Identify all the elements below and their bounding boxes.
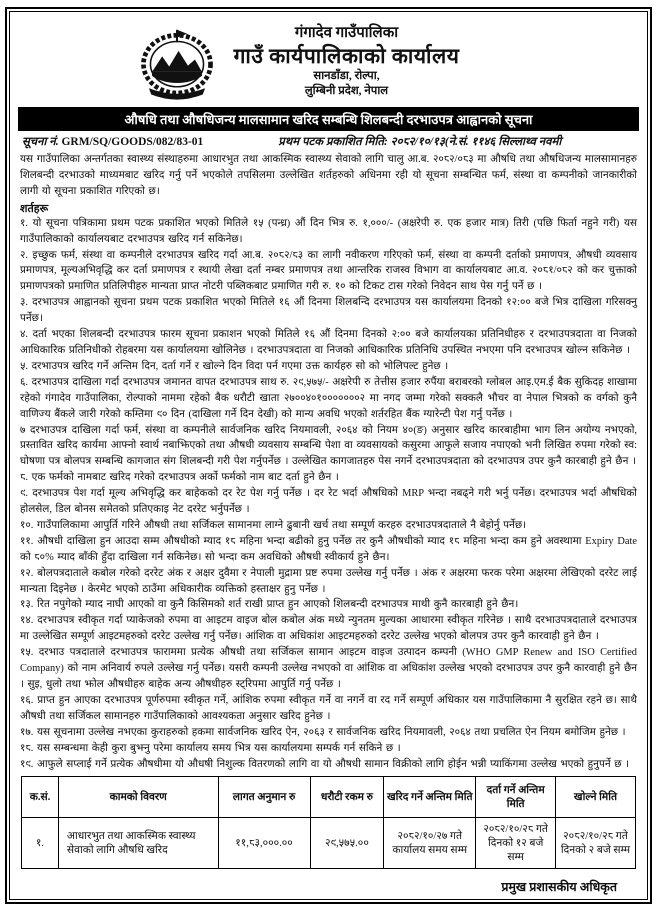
document-header: [18, 22, 639, 100]
municipal-crest-icon: [138, 22, 216, 100]
table-cell: २०८२/१०/२८ गते दिनको १२ बजे सम्म: [476, 818, 556, 869]
address-line-1: सानडाँडा, रोल्पा,: [313, 70, 380, 83]
condition-item: १४. दरभाउपत्र स्वीकृत गर्दा प्याकेजको रुपमा वा आइटम वाइज बोल कबोल अंक मध्ये न्युनतम मुल्यका आधारमा स्वीकृत गरिनेछ । साथै दरभाउपत्रदाताले दरभाउपत्र मा उल्लेखित सम्पूर्ण आइटमहरुको दररेट उल्लेख गर्नु पर्नेछ। आंशिक वा अधिकांश आइटमहरुको दररेट उल्लेख भएको बोलपत्र उपर कुनै कारवाही हुने छैन ।: [20, 615, 637, 643]
condition-item: १६. प्राप्त हुन आएका दरभाउपत्र पूर्णरुपमा स्वीकृत गर्ने, आंशिक रुपमा स्वीकृत गर्ने वा नगर्ने वा रद गर्ने सम्पूर्ण अधिकार यस गाउँपालिकामा नै सुरक्षित रहने छ। साथै औषधी तथा सर्जिकल सामानहरु गाउँपालिकाको आवश्यकता अनुसार खरिद हुनेछ ।: [20, 694, 637, 722]
notice-document: [9, 11, 648, 900]
table-row: [22, 818, 636, 869]
condition-item: ३. दरभाउपत्र आह्वानको सूचना प्रथम पटक प्रकाशित भएको मितिले १६ औं दिनमा शिलबन्दि दरभाउपत्र यस कार्यालयमा दिनको १२:०० बजे भित्र दाखिला गरिसक्नु पर्नेछ।: [20, 297, 637, 325]
condition-item: ८. एक फर्मको नामबाट खरिद गरेको दरभाउपत्र अर्को फर्मको नाम बाट दर्ता हुने छैन ।: [20, 472, 339, 484]
publication-date: प्रथम पटक प्रकाशित मिति: २०८२/१०/१३(ने.सं. ११४६ सिल्लाथ्व नवमी: [278, 136, 562, 148]
document-border: [5, 7, 652, 904]
notice-number: [22, 134, 203, 149]
condition-item: ६. दरभाउपत्र दाखिला गर्दा दरभाउपत्र जमानत वापत दरभाउपत्र साथ रु. २९,५७५/- अक्षरेपी रु तेत्तीस हजार रुपैंया बराबरको ग्लोबल आइ.एम.ई बैक सुकिदह शाखामा रहेको गंगादेव गाउँपालिका, रोल्पाको नाममा रहेको बैक धरौटी खाता २७००४०१०००००००२ मा नगद जम्मा गरेको सक्कलै भौचर वा नेपाल भित्रको क वर्गको कुनै वाणिज्य बैंकले जारी गरेको कम्तिमा ९० दिन (दाखिला गर्ने दिन देखी) को मान्य अवधि भएको शर्तरहित बैंक ग्यारेन्टी पेश गर्नु पर्नेछ ।: [20, 376, 637, 420]
condition-item: १. यो सूचना पत्रिकामा प्रथम पटक प्रकाशित भएको मितिले १५ (पन्ध्र) औं दिन भित्र रु. १,०००/- (अक्षरेपी रु. एक हजार मात्र) तिरी (पछि फिर्ता नहुने गरी) यस गाउँपालिकाको कार्यालयबाट दरभाउपत्र खरिद गर्न सकिनेछ।: [20, 217, 637, 245]
table-cell: २९,५७५.००: [310, 818, 384, 869]
table-cell: १.: [22, 818, 59, 869]
table-cell: ११,८३,०००.००: [218, 818, 310, 869]
table-body: [22, 818, 636, 869]
table-header-cell: क.सं.: [22, 777, 59, 818]
signatory-title: प्रमुख प्रशासकीय अधिकृत: [501, 880, 617, 895]
tender-table: [21, 776, 636, 869]
table-header-cell: धरौटी रकम रु: [310, 777, 384, 818]
table-cell: २०८२/१०/२७ गते कार्यालय समय सम्म: [384, 818, 476, 869]
condition-item: १७. यस सूचनामा उल्लेख नभएका कुराहरुको हकमा सार्वजनिक खरिद ऐन, २०६३ र सार्वजनिक खरिद नियमावली, २०६४ तथा प्रचलित ऐन नियम बमोजिम हुनेछ ।: [20, 726, 626, 738]
table-header-cell: खरिद गर्ने अन्तिम मिति: [384, 777, 476, 818]
condition-item: ११. औषधी दाखिला हुन आउदा सम्म औषधीको म्याद १८ महिना भन्दा बढीको हुनु पर्नेछ तर कुनै औषधीको म्याद १८ महिना भन्दा कम हुने अवस्थामा Expiry Date को ८०% म्याद बाँकी हुँदा दाखिला गर्न सकिनेछ। सो भन्दा कम अवधिको औषधी स्वीकार्य हुने छैन।: [20, 535, 637, 563]
notice-title-bar: औषधि तथा औषधिजन्य मालसामान खरिद सम्बन्धि शिलबन्दी दरभाउपत्र आह्वानको सूचना: [18, 107, 639, 131]
condition-item: १०. गाउँपालिकामा आपुर्ति गरिने औषधी तथा सर्जिकल सामानमा लाग्ने ढुबानी खर्च तथा सम्पूर्ण करहरु दरभाउपत्रदाताले नै बेहोर्नु पर्नेछ।: [20, 519, 527, 531]
conditions-list: [18, 216, 639, 773]
condition-item: १२. बोलपत्रदाताले कबोल गरेको दररेट अंक र अक्षर दुवैमा र नेपाली मुद्रामा प्रष्ट रुपमा उल्लेख गर्नु पर्नेछ । अंक र अक्षरमा फरक परेमा अक्षरमा लेखिएको दररेट लाई मान्यता दिइनेछ । केरमेट भएको ठाउँमा अधिकारीक व्यक्तिको हस्ताक्षर हुनु पर्नेछ ।: [20, 567, 637, 595]
intro-paragraph: यस गाउँपालिका अन्तर्गतका स्वास्थ्य संस्थाहरुमा आधारभुत तथा आकस्मिक स्वास्थ्य सेवाको लागि चालु आ.ब. २०८२/०८३ मा औषधि तथा औषधिजन्य मालसामानहरु शिलबन्दी दरभाउको माध्यमबाट खरिद गर्नु पर्ने भएकोले तपसिलमा उल्लेखित शर्तहरुको अधिनमा रही यो सूचना सम्बन्धित फर्म, संस्था वा कम्पनीको जानकारीको लागी यो सूचना प्रकाशित गरिएको छ।: [20, 154, 637, 197]
condition-item: ७ दरभाउपत्र दाखिला गर्दा फर्म, संस्था वा कम्पनीले सार्वजनिक खरिद नियमावली, २०६४ को नियम ४०(ङ) अनुसार खरिद कारबाहीमा भाग लिन अयोग्य नभएको, प्रस्तावित खरिद कार्यमा आफ्नो स्वार्थ नबाझिएको तथा औषधी व्यवसाय सम्बन्धि पेशा वा व्यवसायको कसुरमा आफुले सजाय नपाएको भनी लिखित रुपमा गरेको स्व: घोषणा पत्र बोलपत्र सम्बन्धि कागजात संग शिलबन्दी गरी पेश गर्नुपर्नेछ । उल्लेखित कागजातहरु पेस नगर्ने दरभाउपत्रदाता को दरभाउपत्र उपर कुनै कारबाही हुने छैन ।: [20, 424, 637, 468]
table-header-cell: खोल्ने मिति: [556, 777, 636, 818]
table-header-cell: दर्ता गर्ने अन्तिम मिति: [476, 777, 556, 818]
condition-item: १५. दरभाउ पत्रदाताले दरभाउपत्र फाराममा प्रत्येक औषधी तथा सर्जिकल सामान आइटम वाइज उत्पादन कम्पनी (WHO GMP Renew and ISO Certified Company) को नाम अनिवार्य रुपले उल्लेख गर्नु पर्नेछ। यसरी कम्पनी उल्लेख नभएको वा आंशिक वा अधिकांश उल्लेख भएको दरभाउपत्र उपर कुनै कारवाही हुने छैन । सुइ, धुलो तथा झोल औषधीहरु बाहेक अन्य औषधीहरु स्ट्रिपमा आपुर्ति गर्नु पर्नेछ ।: [20, 647, 637, 690]
address-line-2: लुम्बिनी प्रदेश, नेपाल: [304, 84, 389, 97]
condition-item: ९. दरभाउपत्र पेश गर्दा मूल्य अभिवृद्धि कर बाहेकको दर रेट पेश गर्नु पर्नेछ । दर रेट भर्दा औषधिको MRP भन्दा नबढ्ने गरी भर्नु पर्नेछ। दरभाउपत्र भर्दा औषधिको होलसेल, डिल बोनस समेतको प्रतिएकाइ नेट दररेट भर्नुपर्नेछ ।: [20, 488, 637, 516]
table-header-cell: लागत अनुमान रु: [218, 777, 310, 818]
conditions-heading: शर्तहरू: [20, 202, 49, 215]
office-identity: [234, 24, 460, 98]
municipality-name: गंगादेव गाउँपालिका: [294, 25, 399, 42]
notice-number-label: सूचना नं.: [22, 136, 59, 148]
condition-item: १३. रित नपुगेको म्याद नाघी आएको वा कुनै किसिमको शर्त राखी प्राप्त हुन आएको शिलबन्दी दरभाउपत्र माथी कुनै कारबाही हुने छैन।: [20, 599, 519, 611]
condition-item: ५. दरभाउपत्र खरिद गर्ने अन्तिम दिन, दर्ता गर्ने र खोल्ने दिन विदा पर्न गएमा उक्त कार्यहरु सो को भोलिपल्ट हुनेछ ।: [20, 360, 449, 372]
condition-item: १९. आफुले सप्लाई गर्ने प्रत्येक औषधीमा यो औधषी निशुल्क वितरणको लागि वा यो औषधी सामान विक्रीको लागि होईन भन्नी प्याकिंगमा उल्लेख भएको हुनुपर्ने छ ।: [20, 758, 630, 770]
condition-item: १८. यस सम्बन्धमा केही कुरा बुझ्नु परेमा कार्यालय समय भित्र यस कार्यालयमा सम्पर्क गर्न सकिने छ ।: [20, 742, 401, 754]
table-cell: २०८२/१०/२८ गते दिनको २ बजे सम्म: [556, 818, 636, 869]
table-cell: आधारभुत तथा आकस्मिक स्वास्थ्य सेवाको लागि औषधि खरिद: [58, 818, 218, 869]
table-header-row: [22, 777, 636, 818]
condition-item: ४. दर्ता भएका शिलबन्दी दरभाउपत्र फारम सूचना प्रकाशन भएको मितिले १६ औं दिनमा दिनको २:०० बजे कार्यालयका प्रतिनिधीहरु र दरभाउपत्रदाता वा निजको आधिकारिक प्रतिनिधीको रोहबरमा यस कार्यालयमा खोलिनेछ । दरभाउपत्रदाता वा निजको आधिकारिक प्रतिनिधि उपस्थित नभएमा पनि दरभाउपत्र खोल्न सकिनेछ ।: [20, 329, 637, 356]
condition-item: २. इच्छुक फर्म, संस्था वा कम्पनीले दरभाउपत्र खरिद गर्दा आ.ब. २०८२/८३ का लागी नवीकरण गरिएको फर्म, संस्था वा कम्पनी दर्ताको प्रमाणपत्र, औषधी व्यवसाय प्रमाणपत्र, मूल्यअभिवृद्धि कर दर्ता प्रमाणपत्र र स्थायी लेखा दर्ता नम्बर प्रमाणपत्र तथा आन्तरिक राजस्व विभाग वा कार्यालयबाट आ.व. २०८१/०८२ को कर चुक्ताको प्रमाणपत्रको प्रमाणित प्रतिलिपीहरु मान्यता प्राप्त नोटरी पब्लिकबाट प्रमाणित गरी रु. १० को टिकट टास गरेको निवेदन साथ पेस गर्नु पर्ने छ ।: [20, 249, 637, 293]
office-name: गाउँ कार्यपालिकाको कार्यालय: [233, 43, 460, 68]
notice-number-value: GRM/SQ/GOODS/082/83-01: [61, 136, 204, 148]
notice-meta-row: [18, 131, 639, 151]
table-header-cell: कामको विवरण: [58, 777, 218, 818]
